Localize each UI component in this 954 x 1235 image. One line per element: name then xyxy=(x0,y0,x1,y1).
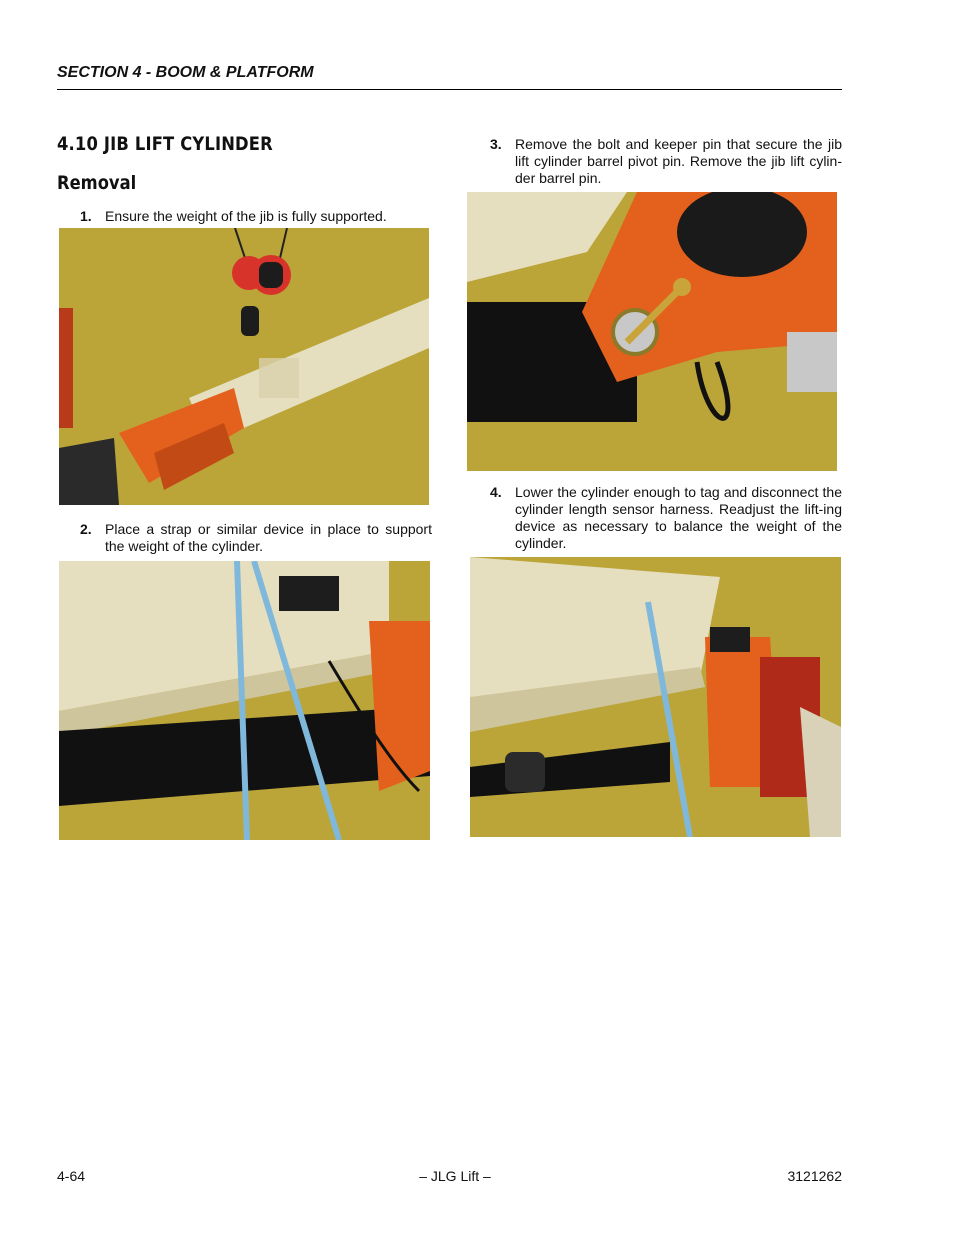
step-number: 2. xyxy=(80,521,92,537)
step-1 xyxy=(80,208,435,225)
sensor-harness-illustration xyxy=(470,557,841,837)
step-number: 1. xyxy=(80,208,92,224)
step-number: 4. xyxy=(490,484,502,500)
photo-barrel-pivot-pin xyxy=(467,192,837,471)
barrel-pivot-pin-illustration xyxy=(467,192,837,471)
page-number: 4-64 xyxy=(57,1168,86,1184)
jib-supported-illustration xyxy=(59,228,429,505)
step-text: Lower the cylinder enough to tag and disconnect the cylinder length sensor harness. Readjust the lift-ing device as necessary to balance the weight of the cylinder. xyxy=(515,484,842,551)
step-4 xyxy=(490,484,842,552)
step-text: Ensure the weight of the jib is fully supported. xyxy=(105,208,387,224)
photo-sensor-harness xyxy=(470,557,841,837)
step-text: Place a strap or similar device in place to support the weight of the cylinder. xyxy=(105,521,432,554)
section-header: SECTION 4 - BOOM & PLATFORM xyxy=(57,64,314,81)
photo-jib-supported xyxy=(59,228,429,505)
step-3 xyxy=(490,136,842,187)
subsection-title: Removal xyxy=(57,172,137,194)
step-number: 3. xyxy=(490,136,502,152)
header-rule xyxy=(57,89,842,90)
step-2 xyxy=(80,521,435,555)
section-title: 4.10 JIB LIFT CYLINDER xyxy=(57,133,273,155)
footer-brand: – JLG Lift – xyxy=(419,1168,491,1184)
document-number: 3121262 xyxy=(787,1168,842,1184)
strap-support-illustration xyxy=(59,561,430,840)
photo-strap-support xyxy=(59,561,430,840)
step-text: Remove the bolt and keeper pin that secure the jib lift cylinder barrel pivot pin. Remove the jib lift cylin-der barrel pin. xyxy=(515,136,842,186)
